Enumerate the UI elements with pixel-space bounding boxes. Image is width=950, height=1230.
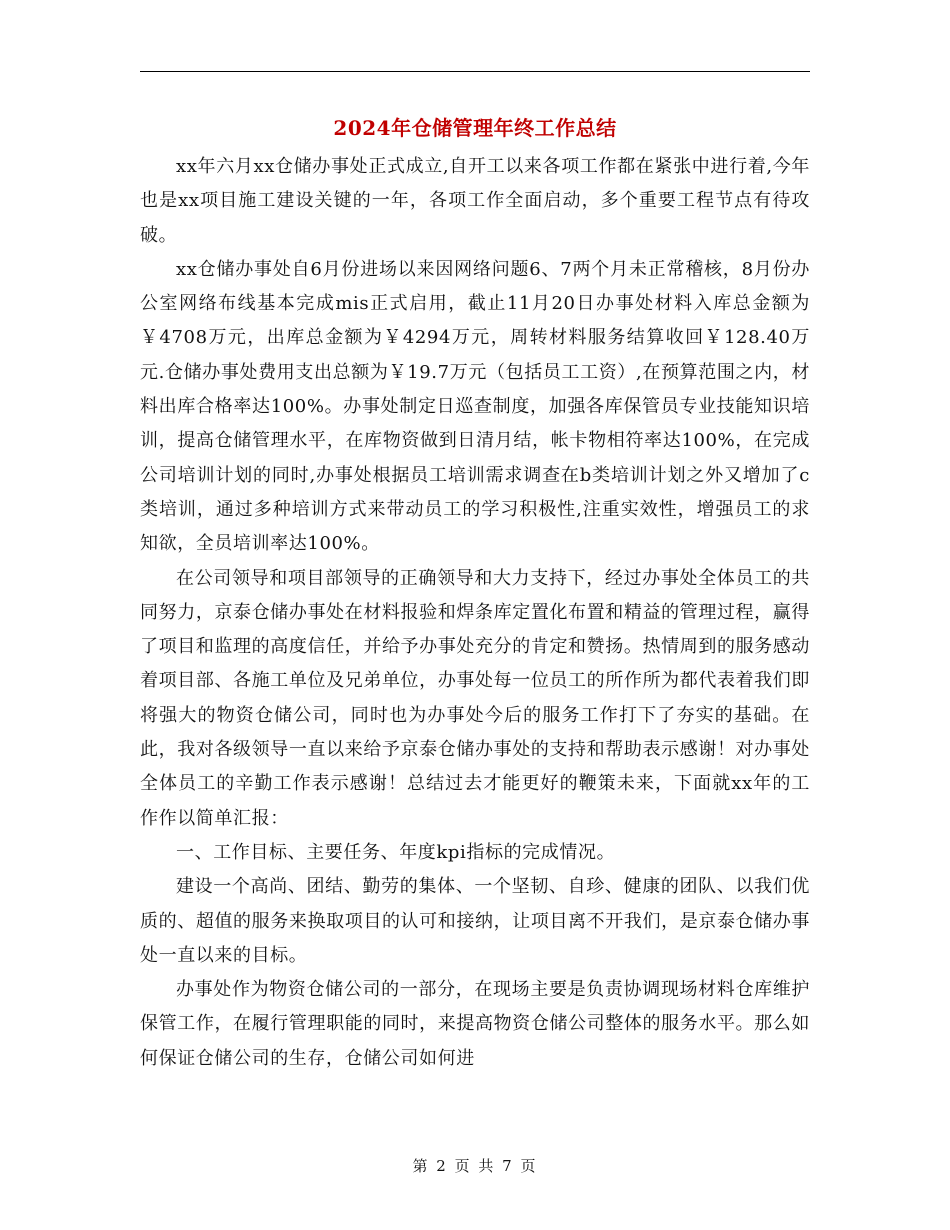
header-rule: [140, 71, 810, 72]
paragraph-2: xx仓储办事处自6月份进场以来因网络问题6、7两个月未正常稽核，8月份办公室网络布线基本完成mis正式启用，截止11月20日办事处材料入库总金额为￥4708万元，出库总金额为￥4294万元，周转材料服务结算收回￥128.40万元.仓储办事处费用支出总额为￥19.7万元（包括员工工资）,在预算范围之内，材料出库合格率达100%。办事处制定日巡查制度，加强各库保管员专业技能知识培训，提高仓储管理水平，在库物资做到日清月结，帐卡物相符率达100%，在完成公司培训计划的同时,办事处根据员工培训需求调查在b类培训计划之外又增加了c类培训，通过多种培训方式来带动员工的学习积极性,注重实效性，增强员工的求知欲，全员培训率达100%。: [140, 258, 810, 555]
paragraph-1: xx年六月xx仓储办事处正式成立,自开工以来各项工作都在紧张中进行着,今年也是xx项目施工建设关键的一年，各项工作全面启动，多个重要工程节点有待攻破。: [140, 156, 810, 246]
paragraph-5: 建设一个高尚、团结、勤劳的集体、一个坚韧、自珍、健康的团队、以我们优质的、超值的服务来换取项目的认可和接纳，让项目离不开我们，是京泰仓储办事处一直以来的目标。: [140, 876, 810, 966]
paragraph-4-section-heading: 一、工作目标、主要任务、年度kpi指标的完成情况。: [176, 841, 616, 863]
page-title: 2024年仓储管理年终工作总结: [333, 116, 617, 140]
document-body: [140, 150, 810, 1076]
paragraph-6: 办事处作为物资仓储公司的一部分，在现场主要是负责协调现场材料仓库维护保管工作，在履行管理职能的同时，来提高物资仓储公司整体的服务水平。那么如何保证仓储公司的生存，仓储公司如何进: [140, 979, 810, 1069]
paragraph-3: 在公司领导和项目部领导的正确领导和大力支持下，经过办事处全体员工的共同努力，京泰仓储办事处在材料报验和焊条库定置化布置和精益的管理过程，赢得了项目和监理的高度信任，并给予办事处充分的肯定和赞扬。热情周到的服务感动着项目部、各施工单位及兄弟单位，办事处每一位员工的所作所为都代表着我们即将强大的物资仓储公司，同时也为办事处今后的服务工作打下了夯实的基础。在此，我对各级领导一直以来给予京泰仓储办事处的支持和帮助表示感谢！对办事处全体员工的辛勤工作表示感谢！总结过去才能更好的鞭策未来，下面就xx年的工作作以简单汇报：: [140, 567, 810, 829]
page-number-footer: 第 2 页 共 7 页: [412, 1157, 538, 1175]
